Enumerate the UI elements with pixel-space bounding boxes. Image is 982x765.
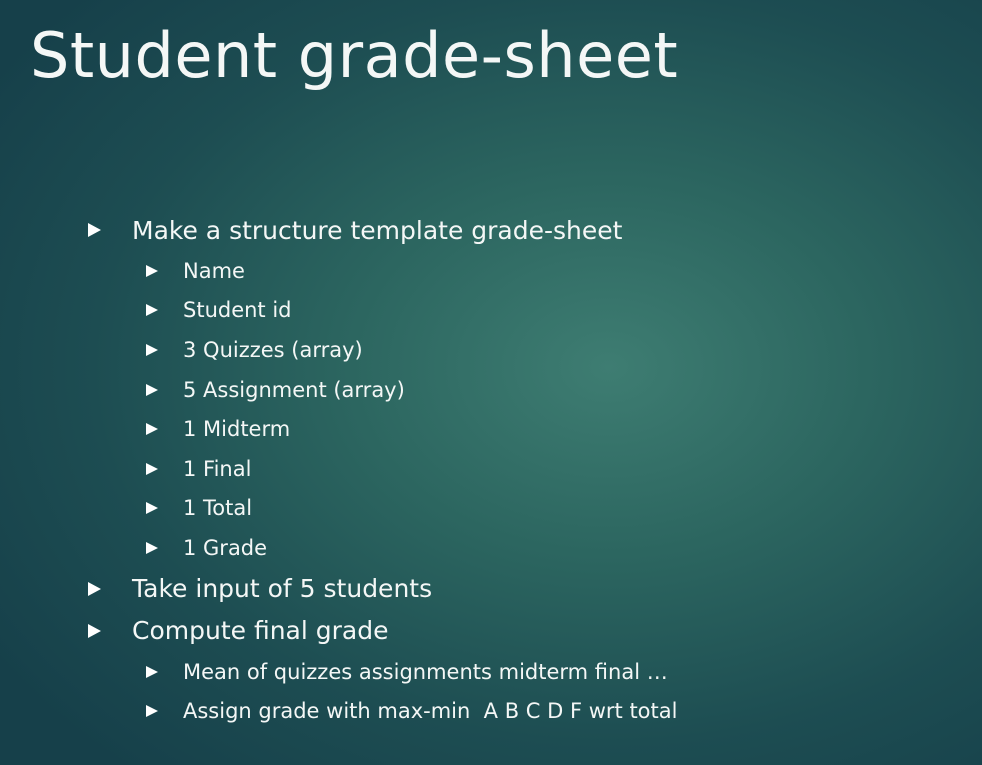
sub-bullet-text: 1 Final: [183, 456, 252, 481]
triangle-right-icon: [146, 463, 158, 475]
sub-bullet-text: 1 Midterm: [183, 417, 291, 442]
sub-bullet-item: [88, 652, 958, 692]
triangle-right-icon: [88, 223, 101, 237]
bullet-text: Compute final grade: [132, 616, 389, 646]
triangle-right-icon: [146, 304, 158, 316]
triangle-right-icon: [146, 423, 158, 435]
sub-bullet-item: [88, 691, 958, 731]
sub-bullet-text: Assign grade with max-min A B C D F wrt total: [183, 699, 678, 724]
sub-bullet-item: [88, 528, 958, 568]
sub-bullet-item: [88, 409, 958, 449]
sub-bullet-item: [88, 291, 958, 331]
bullet-list: [88, 209, 958, 731]
triangle-right-icon: [88, 582, 101, 596]
bullet-item: [88, 568, 958, 610]
triangle-right-icon: [146, 384, 158, 396]
sub-bullet-text: 5 Assignment (array): [183, 377, 405, 402]
sub-bullet-item: [88, 489, 958, 529]
sub-bullet-item: [88, 330, 958, 370]
sub-bullet-item: [88, 251, 958, 291]
triangle-right-icon: [146, 344, 158, 356]
bullet-item: [88, 209, 958, 251]
sub-bullet-text: 1 Grade: [183, 535, 268, 560]
sub-bullet-item: [88, 449, 958, 489]
sub-bullet-text: Mean of quizzes assignments midterm final …: [183, 659, 668, 684]
sub-bullet-text: Student id: [183, 298, 292, 323]
bullet-text: Take input of 5 students: [132, 574, 433, 604]
triangle-right-icon: [146, 666, 158, 678]
sub-bullet-text: Name: [183, 258, 245, 283]
sub-bullet-text: 1 Total: [183, 496, 253, 521]
triangle-right-icon: [146, 705, 158, 717]
sub-bullet-text: 3 Quizzes (array): [183, 337, 363, 362]
triangle-right-icon: [146, 542, 158, 554]
slide-title: Student grade-sheet: [30, 19, 679, 92]
triangle-right-icon: [146, 265, 158, 277]
triangle-right-icon: [146, 502, 158, 514]
bullet-text: Make a structure template grade-sheet: [132, 215, 623, 245]
sub-bullet-item: [88, 370, 958, 410]
triangle-right-icon: [88, 624, 101, 638]
bullet-item: [88, 610, 958, 652]
